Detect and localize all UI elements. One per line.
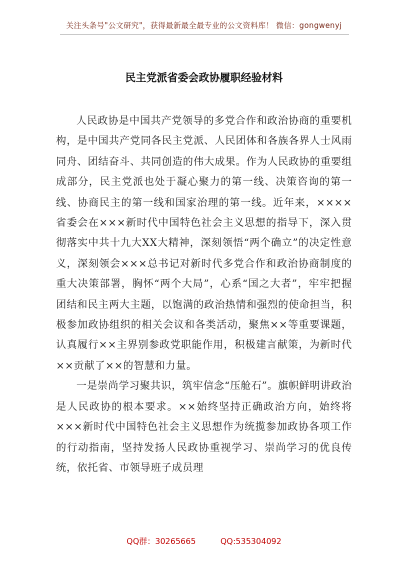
- document-body: [56, 112, 352, 479]
- body-paragraph: 人民政协是中国共产党领导的多党合作和政治协商的重要机构，是中国共产党同各民主党派、人民团体和各族各界人士风雨同舟、团结奋斗、共同创造的伟大成果。作为人民政协的重要组成部分，民主党派也处于凝心聚力的第一线、决策咨询的第一线、协商民主的第一线和国家治理的第一线。近年来，××××省委会在×××新时代中国特色社会主义思想的指导下，深入贯彻落实中共十九大XX大精神，深刻领悟“两个确立”的决定性意义，深刻领会×××总书记对新时代多党合作和政治协商制度的重大决策部署，胸怀“两个大局”，心系“国之大者”，牢牢把握团结和民主两大主题，以饱满的政治热情和强烈的使命担当，积极参加政协组织的相关会议和各类活动，聚焦××等重要课题，认真履行××主界别参政党职能作用，积极建言献策，为新时代××贡献了××的智慧和力量。: [56, 116, 352, 372]
- document-title: 民主党派省委会政协履职经验材料: [125, 72, 283, 84]
- body-paragraph: 一是崇尚学习聚共识，筑牢信念“压舱石”。旗帜鲜明讲政治是人民政协的根本要求。××始终坚持正确政治方向，始终将×××新时代中国特色社会主义思想作为统揽参加政协各项工作的行动指南，坚持发扬人民政协重视学习、崇尚学习的优良传统，依托省、市领导班子成员理: [56, 381, 352, 474]
- header-divider: [60, 34, 349, 35]
- footer-qq-number: QQ:535304092: [220, 537, 282, 546]
- header-banner: 关注头条号"公文研究"，获得最新最全最专业的公文资料库！ 微信：gongwenyj: [66, 21, 342, 30]
- footer-qq-group: QQ群：30265665: [126, 537, 196, 546]
- footer-contact: [0, 536, 408, 547]
